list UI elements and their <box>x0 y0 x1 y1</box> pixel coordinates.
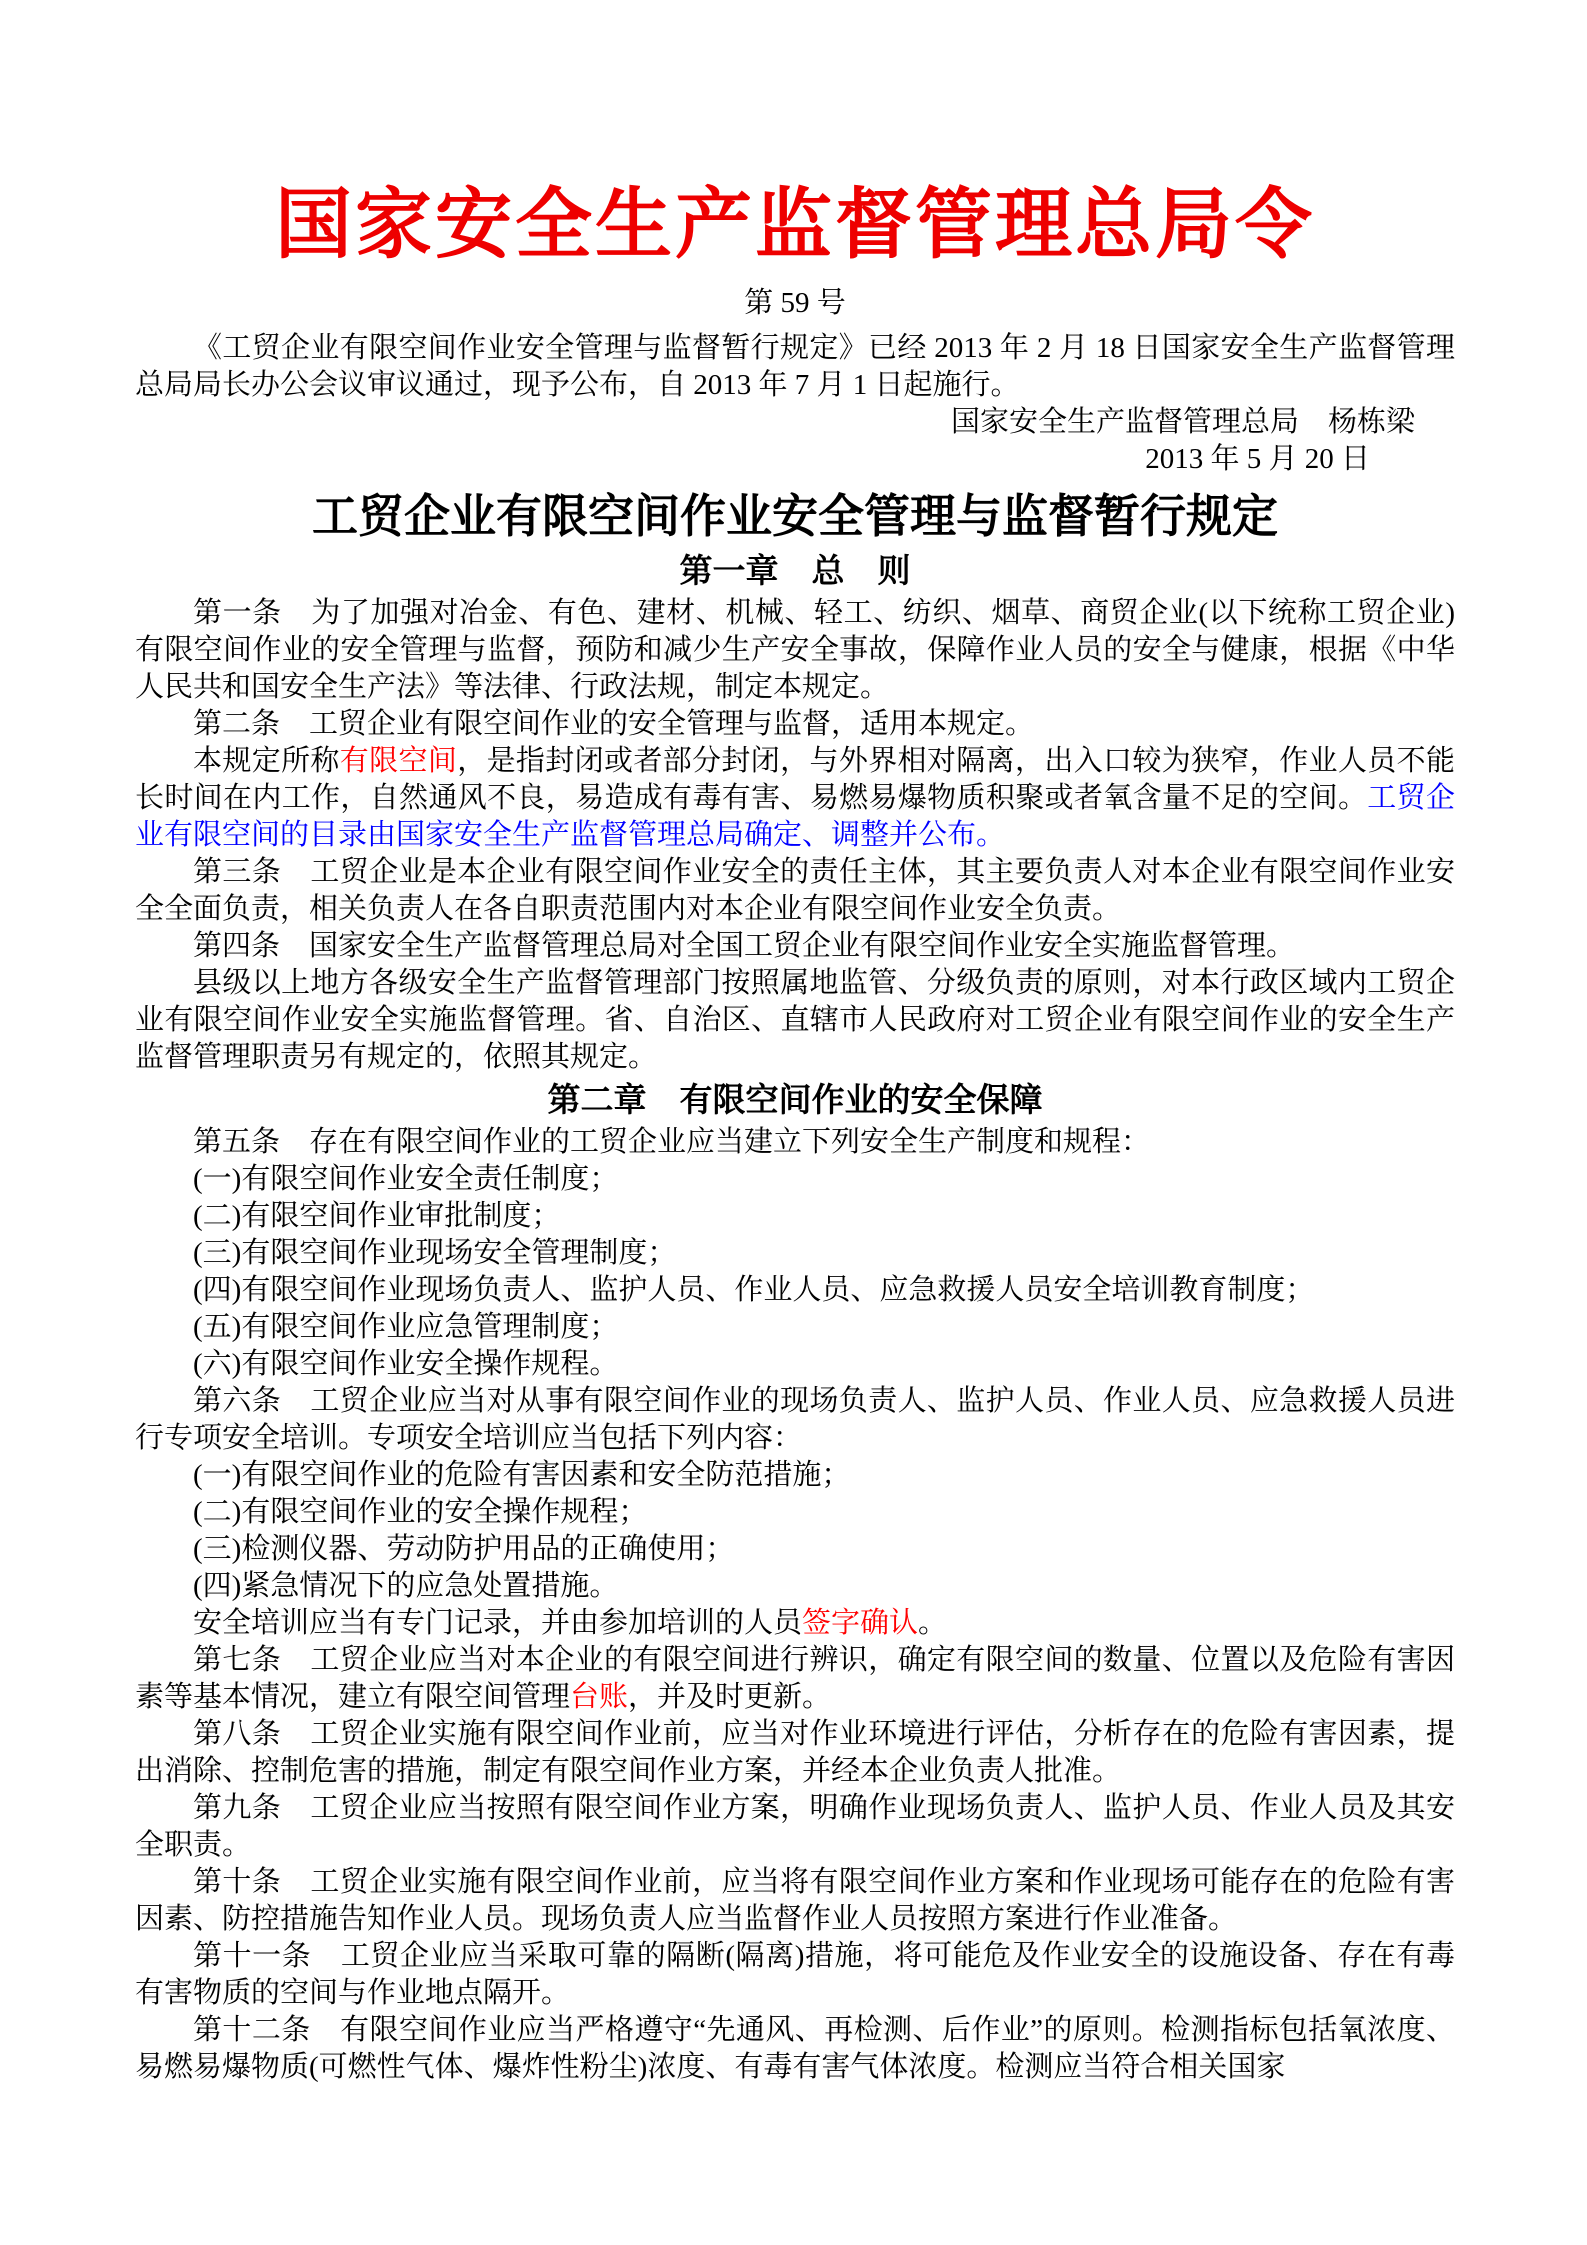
paragraph <box>135 1605 1455 1642</box>
document-body <box>135 550 1455 2086</box>
text-segment: 第五条 存在有限空间作业的工贸企业应当建立下列安全生产制度和规程： <box>193 1125 1151 1158</box>
paragraph <box>135 1938 1455 2012</box>
text-segment: (三)检测仪器、劳动防护用品的正确使用； <box>193 1532 735 1565</box>
text-segment: ，是指封闭或者部分封闭，与外界相对隔离，出入口较为狭窄，作业人员不能长时间在内工作，自然通风不良，易造成有毒有害、易燃易爆物质积聚或者氧含量不足的空间。 <box>135 744 1455 814</box>
text-segment: (六)有限空间作业安全操作规程。 <box>193 1347 619 1380</box>
text-segment: 第十二条 有限空间作业应当严格遵守“先通风、再检测、后作业”的原则。检测指标包括氧浓度、易燃易爆物质(可燃性气体、爆炸性粉尘)浓度、有毒有害气体浓度。检测应当符合相关国家 <box>135 2013 1455 2083</box>
list-item <box>135 1457 1455 1494</box>
paragraph <box>135 1864 1455 1938</box>
text-segment: (四)紧急情况下的应急处置措施。 <box>193 1569 619 1602</box>
paragraph <box>135 595 1455 706</box>
paragraph <box>135 928 1455 965</box>
list-item <box>135 1309 1455 1346</box>
highlighted-text: 签字确认 <box>802 1606 919 1639</box>
order-number: 第 59 号 <box>744 287 846 320</box>
text-segment: 县级以上地方各级安全生产监督管理部门按照属地监管、分级负责的原则，对本行政区域内工贸企业有限空间作业安全实施监督管理。省、自治区、直辖市人民政府对工贸企业有限空间作业的安全生产监督管理职责另有规定的，依照其规定。 <box>135 966 1455 1073</box>
text-segment: 第九条 工贸企业应当按照有限空间作业方案，明确作业现场负责人、监护人员、作业人员及其安全职责。 <box>135 1791 1455 1861</box>
paragraph <box>135 1383 1455 1457</box>
list-item <box>135 1235 1455 1272</box>
text-segment: (三)有限空间作业现场安全管理制度； <box>193 1236 677 1269</box>
list-item <box>135 1346 1455 1383</box>
chapter-heading: 第一章 总 则 <box>679 551 911 589</box>
text-segment: 第四条 国家安全生产监督管理总局对全国工贸企业有限空间作业安全实施监督管理。 <box>193 929 1296 962</box>
text-segment: 第一条 为了加强对冶金、有色、建材、机械、轻工、纺织、烟草、商贸企业(以下统称工贸企业)有限空间作业的安全管理与监督，预防和减少生产安全事故，保障作业人员的安全与健康，根据《中华人民共和国安全生产法》等法律、行政法规，制定本规定。 <box>135 596 1455 703</box>
list-item <box>135 1531 1455 1568</box>
text-segment: (五)有限空间作业应急管理制度； <box>193 1310 619 1343</box>
signature-date: 2013 年 5 月 20 日 <box>1145 443 1370 476</box>
paragraph <box>135 2012 1455 2086</box>
text-segment: 安全培训应当有专门记录，并由参加培训的人员 <box>193 1606 803 1639</box>
paragraph <box>135 706 1455 743</box>
signature-org: 国家安全生产监督管理总局 杨栋梁 <box>950 406 1415 439</box>
text-segment: (一)有限空间作业安全责任制度； <box>193 1162 619 1195</box>
list-item <box>135 1272 1455 1309</box>
text-segment: (二)有限空间作业审批制度； <box>193 1199 561 1232</box>
preamble-paragraph: 《工贸企业有限空间作业安全管理与监督暂行规定》已经 2013 年 2 月 18 日国家安全生产监督管理总局局长办公会议审议通过，现予公布，自 2013 年 7 月 1 日起施行。 <box>135 332 1455 402</box>
text-segment: (二)有限空间作业的安全操作规程； <box>193 1495 648 1528</box>
text-segment: 第十一条 工贸企业应当采取可靠的隔断(隔离)措施，将可能危及作业安全的设施设备、存在有毒有害物质的空间与作业地点隔开。 <box>135 1939 1455 2009</box>
paragraph <box>135 1642 1455 1716</box>
paragraph <box>135 743 1455 854</box>
paragraph <box>135 1790 1455 1864</box>
highlighted-text: 工贸企业有限空间的目录由国家安全生产监督管理总局确定、调整并公布。 <box>135 781 1455 851</box>
chapter-heading: 第二章 有限空间作业的安全保障 <box>547 1080 1043 1118</box>
paragraph <box>135 854 1455 928</box>
highlighted-text: 台账 <box>570 1680 629 1713</box>
regulation-title: 工贸企业有限空间作业安全管理与监督暂行规定 <box>312 490 1278 543</box>
text-segment: 第十条 工贸企业实施有限空间作业前，应当将有限空间作业方案和作业现场可能存在的危险有害因素、防控措施告知作业人员。现场负责人应当监督作业人员按照方案进行作业准备。 <box>135 1865 1455 1935</box>
paragraph <box>135 1716 1455 1790</box>
text-segment: 第二条 工贸企业有限空间作业的安全管理与监督，适用本规定。 <box>193 707 1035 740</box>
text-segment: 本规定所称 <box>193 744 340 777</box>
list-item <box>135 1161 1455 1198</box>
text-segment: 第三条 工贸企业是本企业有限空间作业安全的责任主体，其主要负责人对本企业有限空间作业安全全面负责，相关负责人在各自职责范围内对本企业有限空间作业安全负责。 <box>135 855 1455 925</box>
paragraph <box>135 965 1455 1076</box>
text-segment: (一)有限空间作业的危险有害因素和安全防范措施； <box>193 1458 851 1491</box>
list-item <box>135 1568 1455 1605</box>
list-item <box>135 1198 1455 1235</box>
list-item <box>135 1494 1455 1531</box>
text-segment: 第七条 工贸企业应当对本企业的有限空间进行辨识，确定有限空间的数量、位置以及危险有害因素等基本情况，建立有限空间管理 <box>135 1643 1455 1713</box>
paragraph <box>135 1124 1455 1161</box>
text-segment: 第八条 工贸企业实施有限空间作业前，应当对作业环境进行评估，分析存在的危险有害因素，提出消除、控制危害的措施，制定有限空间作业方案，并经本企业负责人批准。 <box>135 1717 1455 1787</box>
text-segment: ，并及时更新。 <box>628 1680 832 1713</box>
decree-title: 国家安全生产监督管理总局令 <box>275 182 1315 268</box>
highlighted-text: 有限空间 <box>339 744 458 777</box>
text-segment: 。 <box>918 1606 948 1639</box>
text-segment: 第六条 工贸企业应当对从事有限空间作业的现场负责人、监护人员、作业人员、应急救援人员进行专项安全培训。专项安全培训应当包括下列内容： <box>135 1384 1455 1454</box>
text-segment: (四)有限空间作业现场负责人、监护人员、作业人员、应急救援人员安全培训教育制度； <box>193 1273 1315 1306</box>
